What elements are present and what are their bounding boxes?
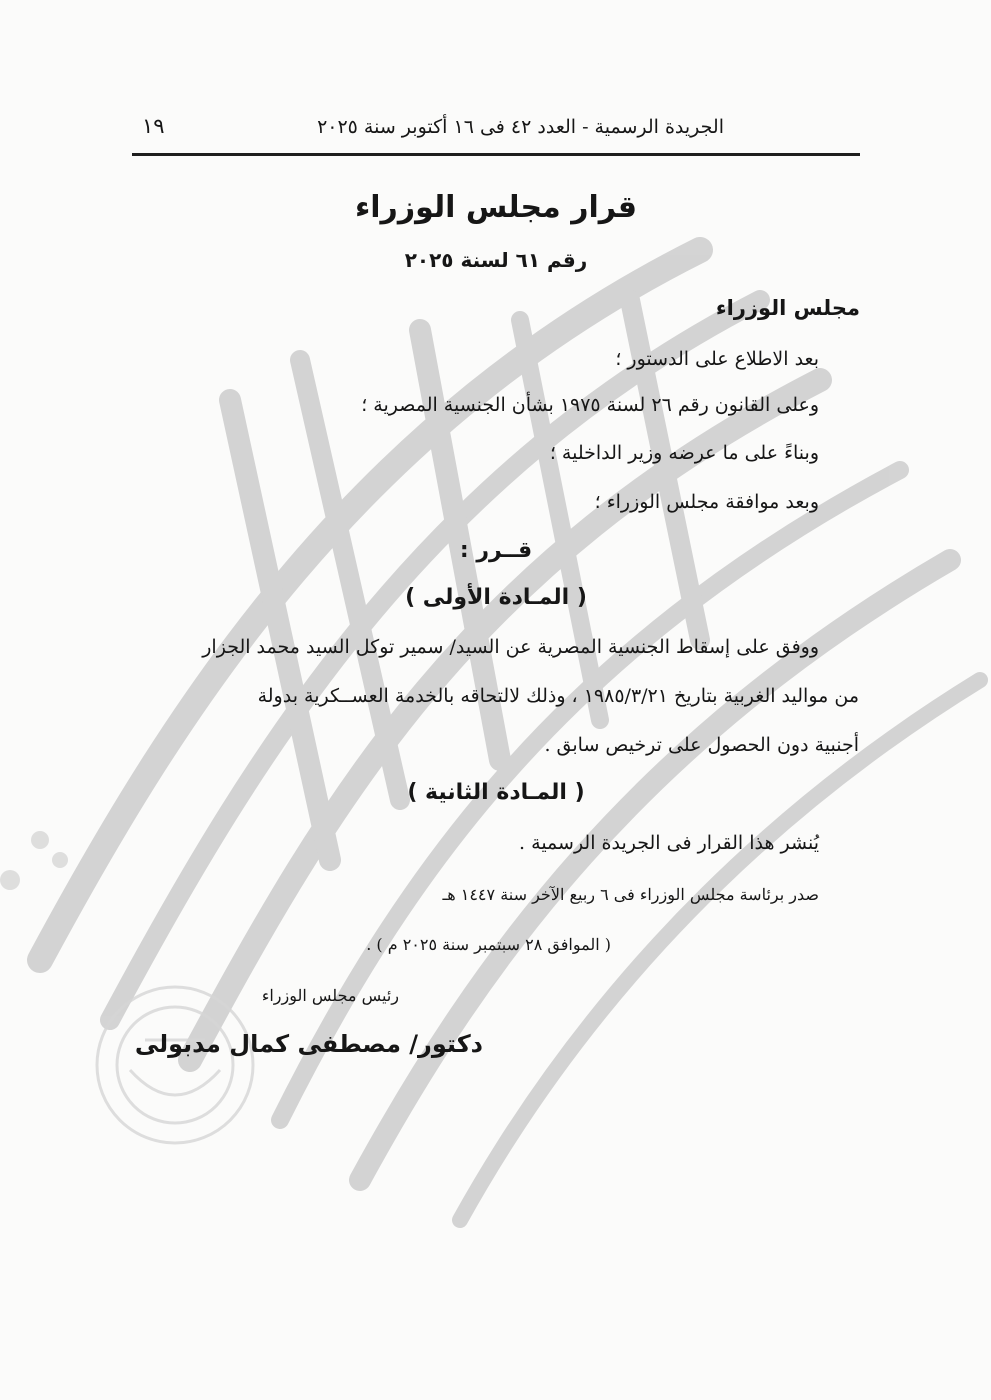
signatory-name: دكتور/ مصطفى كمال مدبولى — [134, 1030, 483, 1058]
issuance-date-gregorian: ( الموافق ٢٨ سبتمبر سنة ٢٠٢٥ م ) . — [366, 935, 611, 954]
page-number: ١٩ — [142, 114, 165, 138]
preamble-item: وعلى القانون رقم ٢٦ لسنة ١٩٧٥ بشأن الجنسية المصرية ؛ — [361, 394, 819, 416]
article-one-line: ووفق على إسقاط الجنسية المصرية عن السيد/ سمير توكل السيد محمد الجزار — [202, 636, 819, 658]
decree-title: قرار مجلس الوزراء — [354, 190, 638, 225]
issuance-date-hijri: صدر برئاسة مجلس الوزراء فى ٦ ربيع الآخر سنة ١٤٤٧ هـ — [442, 885, 819, 904]
preamble-item: بعد الاطلاع على الدستور ؛ — [615, 348, 819, 370]
header-rule — [132, 153, 860, 156]
article-one-line: من مواليد الغربية بتاريخ ١٩٨٥/٣/٢١ ، وذلك لالتحاقه بالخدمة العســكرية بدولة — [257, 685, 859, 707]
article-two-heading: ( المـادة الثانية ) — [407, 780, 585, 805]
decision-label: قــرر : — [459, 538, 533, 563]
issuing-authority: مجلس الوزراء — [715, 296, 860, 320]
header-title: الجريدة الرسمية - العدد ٤٢ فى ١٦ أكتوبر سنة ٢٠٢٥ — [317, 116, 724, 138]
preamble-item: وبناءً على ما عرضه وزير الداخلية ؛ — [549, 442, 819, 464]
article-two-text: يُنشر هذا القرار فى الجريدة الرسمية . — [519, 832, 819, 854]
article-one-heading: ( المـادة الأولى ) — [405, 585, 587, 610]
preamble-item: وبعد موافقة مجلس الوزراء ؛ — [594, 491, 819, 513]
decree-subtitle: رقم ٦١ لسنة ٢٠٢٥ — [404, 248, 588, 272]
article-one-line: أجنبية دون الحصول على ترخيص سابق . — [544, 734, 859, 756]
signatory-position: رئيس مجلس الوزراء — [261, 986, 399, 1005]
